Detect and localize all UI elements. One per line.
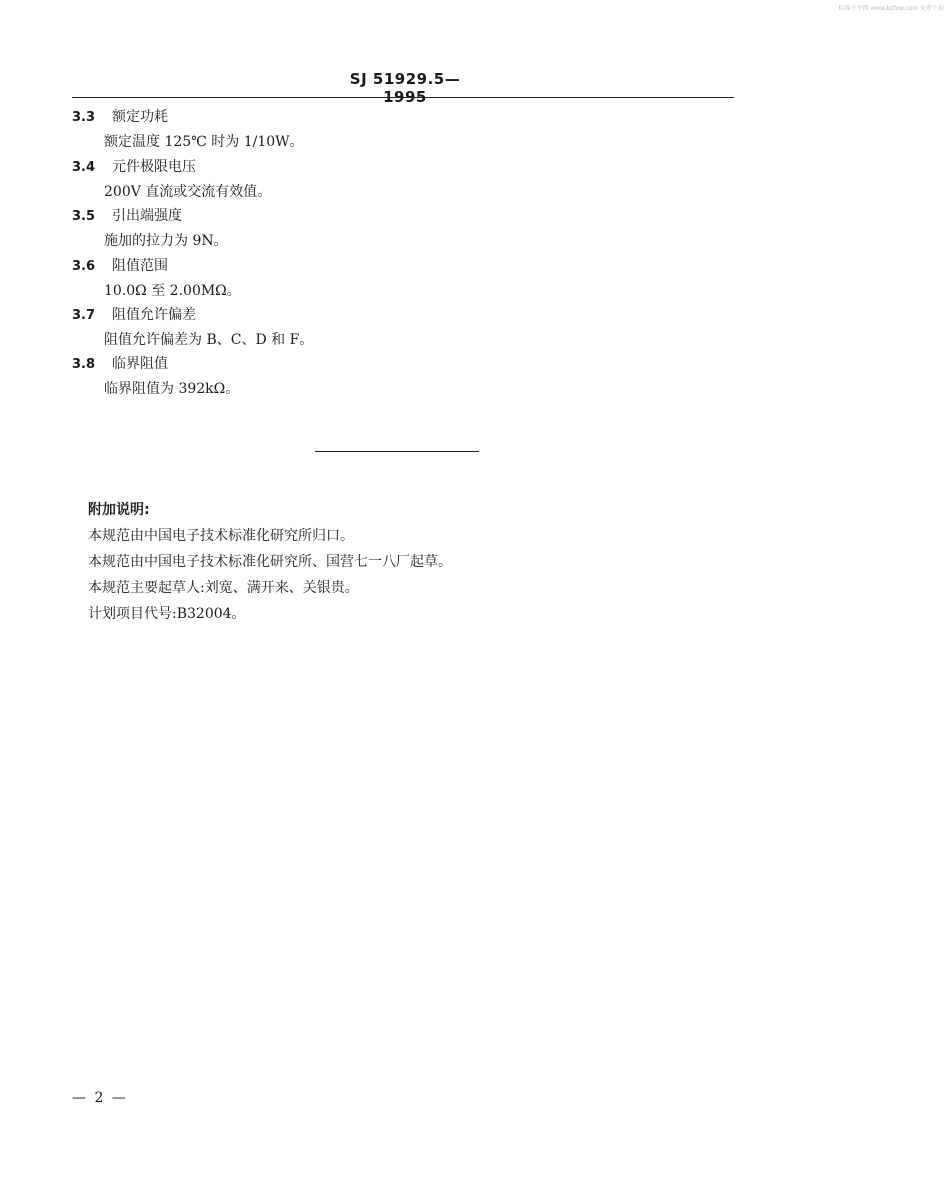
section-heading <box>72 303 712 328</box>
page-number: — 2 — <box>72 1090 128 1106</box>
watermark-text: 标准分享网 www.bzfxw.com 免费下载 <box>838 5 944 12</box>
additional-notes <box>88 497 708 627</box>
section-3-7 <box>72 303 712 353</box>
section-heading <box>72 204 712 229</box>
header-rule <box>72 97 734 98</box>
section-title: 临界阻值 <box>112 356 168 372</box>
section-number: 3.5 <box>72 209 96 224</box>
note-line: 本规范主要起草人:刘宽、满开来、关银贵。 <box>88 580 359 596</box>
section-body: 阻值允许偏差为 B、C、D 和 F。 <box>104 332 314 348</box>
section-title: 阻值允许偏差 <box>112 307 196 323</box>
note-line: 本规范由中国电子技术标准化研究所、国营七一八厂起草。 <box>88 554 452 570</box>
section-3-4 <box>72 155 712 205</box>
note-line: 计划项目代号:B32004。 <box>88 606 246 622</box>
section-divider <box>315 451 479 452</box>
section-title: 引出端强度 <box>112 208 182 224</box>
section-title: 元件极限电压 <box>112 159 196 175</box>
section-3-6 <box>72 254 712 304</box>
section-heading <box>72 105 712 130</box>
section-number: 3.3 <box>72 110 96 125</box>
section-3-5 <box>72 204 712 254</box>
note-line: 本规范由中国电子技术标准化研究所归口。 <box>88 528 354 544</box>
standard-code: SJ 51929.5—1995 <box>349 70 461 106</box>
section-body: 10.0Ω 至 2.00MΩ。 <box>104 283 241 299</box>
section-body: 施加的拉力为 9N。 <box>104 233 228 249</box>
section-body: 200V 直流或交流有效值。 <box>104 184 272 200</box>
section-body: 临界阻值为 392kΩ。 <box>104 381 240 397</box>
section-body: 额定温度 125℃ 时为 1/10W。 <box>104 134 304 150</box>
section-heading <box>72 254 712 279</box>
section-3-8 <box>72 352 712 402</box>
section-number: 3.6 <box>72 259 96 274</box>
section-heading <box>72 352 712 377</box>
section-heading <box>72 155 712 180</box>
notes-title: 附加说明: <box>88 502 150 518</box>
section-title: 额定功耗 <box>112 109 168 125</box>
section-number: 3.4 <box>72 160 96 175</box>
section-3-3 <box>72 105 712 155</box>
section-number: 3.8 <box>72 357 96 372</box>
section-number: 3.7 <box>72 308 96 323</box>
section-title: 阻值范围 <box>112 258 168 274</box>
